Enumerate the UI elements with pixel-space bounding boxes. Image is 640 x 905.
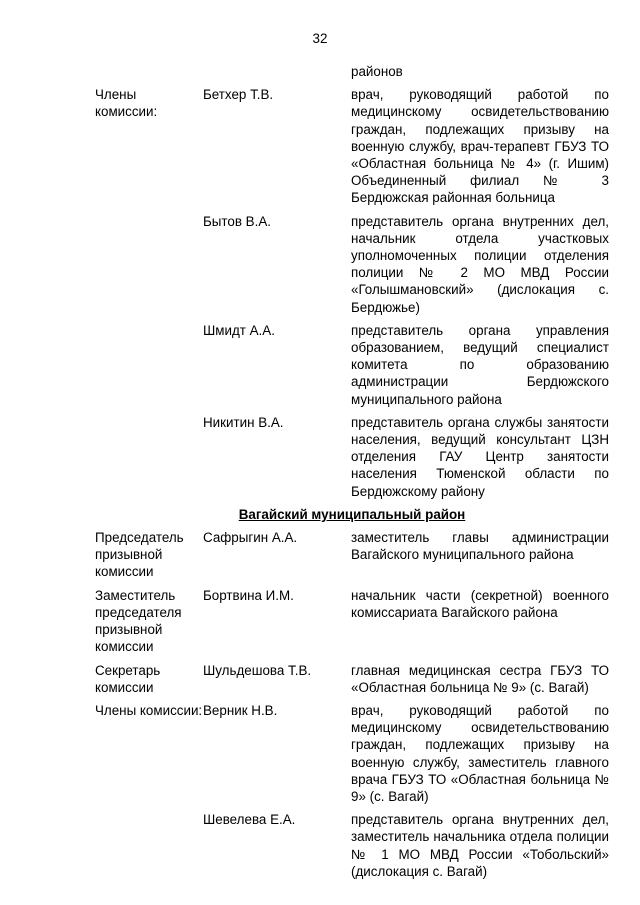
member-name: Верник Н.В. xyxy=(203,702,278,718)
table-row xyxy=(95,213,609,316)
role-cell xyxy=(95,213,203,316)
section-title: Вагайский муниципальный район xyxy=(238,506,466,522)
member-name: Бетхер Т.В. xyxy=(203,87,274,103)
member-description: главная медицинская сестра ГБУЗ ТО «Областная больница № 9» (с. Вагай) xyxy=(351,662,609,695)
role-cell xyxy=(95,86,203,206)
role-cell xyxy=(95,63,203,80)
table-row xyxy=(95,86,609,206)
member-description: врач, руководящий работой по медицинскому освидетельствованию граждан, подлежащих призыву на военную службу, врач-терапевт ГБУЗ ТО «Областная больница № 4» (г. Ишим) Объединенный филиал № 3 Бердюжская районная больница xyxy=(351,87,609,206)
member-name: Бортвина И.М. xyxy=(203,587,294,603)
table-row xyxy=(95,587,609,656)
table-row xyxy=(95,662,609,696)
table-row xyxy=(95,63,609,80)
member-name: Бытов В.А. xyxy=(203,213,271,229)
role-label: Члены комиссии: xyxy=(95,702,203,718)
commission-table xyxy=(95,63,609,880)
member-description: представитель органа службы занятости населения, ведущий консультант ЦЗН отделения ГАУ Центр занятости населения Тюменской области по Бердюжскому району xyxy=(351,414,609,499)
table-row xyxy=(95,529,609,581)
table-row xyxy=(95,414,609,500)
name-cell xyxy=(203,63,351,80)
page-number: 32 xyxy=(312,31,328,46)
role-label: Секретарь комиссии xyxy=(95,662,161,695)
role-cell xyxy=(95,414,203,500)
table-row xyxy=(95,322,609,408)
member-name: Никитин В.А. xyxy=(203,414,284,430)
member-name: Шульдешова Т.В. xyxy=(203,662,312,678)
role-label: Члены комиссии: xyxy=(95,87,158,120)
member-name: Сафрыгин А.А. xyxy=(203,530,298,546)
role-label xyxy=(95,811,203,880)
member-description: представитель органа внутренних дел, заместитель начальника отдела полиции № 1 МО МВД России «Тобольский» (дислокация с. Вагай) xyxy=(351,812,609,879)
member-description: заместитель главы администрации Вагайского муниципального района xyxy=(351,530,609,563)
member-name: Шмидт А.А. xyxy=(203,322,275,338)
table-row xyxy=(95,811,609,880)
member-description: представитель органа управления образованием, ведущий специалист комитета по образованию администрации Бердюжского муниципального района xyxy=(351,322,609,407)
member-name: Шевелева Е.А. xyxy=(203,812,296,828)
member-description: представитель органа внутренних дел, начальник отдела участковых уполномоченных полиции отделения полиции № 2 МО МВД России «Голышмановский» (дислокация с. Бердюжье) xyxy=(351,213,609,315)
member-description: начальник части (секретной) военного комиссариата Вагайского района xyxy=(351,587,609,620)
member-description: врач, руководящий работой по медицинскому освидетельствованию граждан, подлежащих призыву на военную службу, заместитель главного врача ГБУЗ ТО «Областная больница № 9» (с. Вагай) xyxy=(351,702,609,804)
role-label: Заместитель председателя призывной комиссии xyxy=(95,587,182,655)
role-label: Председатель призывной комиссии xyxy=(95,530,184,580)
role-cell xyxy=(95,322,203,408)
description-cell: районов xyxy=(351,64,403,79)
table-row xyxy=(95,702,609,805)
